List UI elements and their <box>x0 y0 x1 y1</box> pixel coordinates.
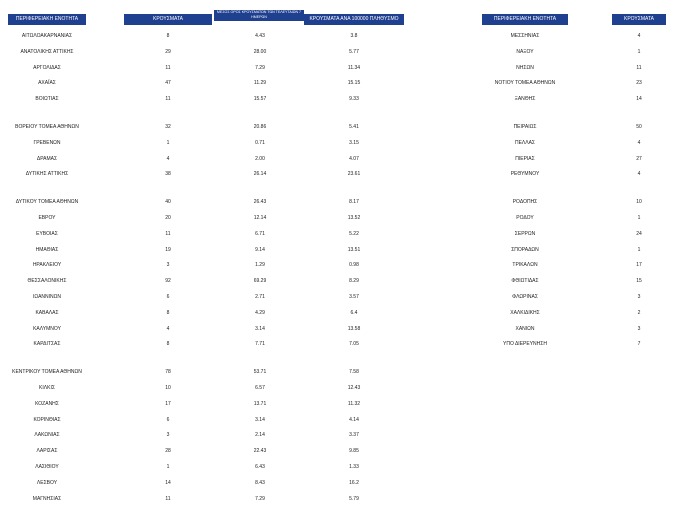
cell-per100k: 4.14 <box>349 416 359 423</box>
cell-avg7: 69.29 <box>253 278 267 285</box>
cell-cases: 1 <box>637 48 641 55</box>
cell-per100k: 5.77 <box>349 48 359 55</box>
table-row <box>0 96 674 103</box>
cell-region: ΞΑΝΘΗΣ <box>514 96 536 103</box>
cell-cases: 4 <box>166 325 170 332</box>
cell-region: ΛΑΣΙΘΙΟΥ <box>35 464 59 470</box>
cell-cases: 11 <box>165 230 171 237</box>
cell-region: ΑΡΓΟΛΙΔΑΣ <box>33 64 61 71</box>
cell-cases: 1 <box>637 215 641 221</box>
cell-region: ΒΟΡΕΙΟΥ ΤΟΜΕΑ ΑΘΗΝΩΝ <box>15 124 79 130</box>
cell-per100k: 11.32 <box>347 400 361 407</box>
cell-avg7: 13.71 <box>253 400 267 407</box>
table-row <box>0 171 674 178</box>
table-row <box>0 262 674 269</box>
left-header-cases: ΚΡΟΥΣΜΑΤΑ <box>124 14 212 25</box>
cell-avg7: 53.71 <box>253 369 267 376</box>
cell-cases: 8 <box>166 341 170 348</box>
cell-per100k: 3.15 <box>349 139 359 146</box>
cell-avg7: 7.29 <box>255 495 265 502</box>
cell-region: ΛΑΡΙΣΑΣ <box>36 448 58 455</box>
cell-avg7: 2.71 <box>255 294 265 300</box>
cell-region: ΡΕΘΥΜΝΟΥ <box>510 171 540 178</box>
cell-cases: 6 <box>166 294 170 300</box>
cell-avg7: 26.43 <box>253 199 267 206</box>
cell-region: ΜΑΓΝΗΣΙΑΣ <box>32 495 62 502</box>
cell-cases: 11 <box>165 495 171 502</box>
cell-region: ΛΕΣΒΟΥ <box>36 479 58 486</box>
cell-cases: 11 <box>636 64 642 71</box>
cell-cases: 27 <box>636 155 642 162</box>
cell-region: ΦΛΩΡΙΝΑΣ <box>512 294 538 300</box>
cell-per100k: 9.33 <box>349 96 359 103</box>
cell-cases: 11 <box>165 64 171 71</box>
cell-per100k: 0.98 <box>349 262 359 269</box>
cell-region: ΣΠΟΡΑΔΩΝ <box>511 246 539 253</box>
table-row <box>0 385 674 392</box>
cell-cases: 4 <box>637 171 641 178</box>
cell-region: ΝΟΤΙΟΥ ΤΟΜΕΑ ΑΘΗΝΩΝ <box>494 80 556 87</box>
cell-cases: 14 <box>636 96 642 103</box>
cell-region: ΡΟΔΟΠΗΣ <box>512 199 538 206</box>
cell-cases: 1 <box>637 246 641 253</box>
cell-per100k: 13.52 <box>347 215 361 221</box>
cell-region: ΚΙΛΚΙΣ <box>39 385 55 391</box>
cell-cases: 4 <box>637 33 641 39</box>
table-row <box>0 401 674 408</box>
table-row <box>0 480 674 487</box>
cell-region: ΧΑΝΙΩΝ <box>515 325 535 332</box>
cell-per100k: 12.43 <box>347 385 361 391</box>
cell-avg7: 7.29 <box>255 64 265 71</box>
cell-cases: 40 <box>165 199 171 206</box>
cell-cases: 1 <box>166 139 170 146</box>
cell-region: ΙΩΑΝΝΙΝΩΝ <box>32 294 62 300</box>
table-row <box>0 496 674 503</box>
cell-per100k: 6.4 <box>350 309 358 316</box>
cell-cases: 2 <box>637 309 641 316</box>
cell-avg7: 3.14 <box>255 325 265 332</box>
cell-region: ΑΝΑΤΟΛΙΚΗΣ ΑΤΤΙΚΗΣ <box>20 48 74 55</box>
cell-cases: 7 <box>637 341 641 348</box>
cell-region: ΠΕΛΛΑΣ <box>514 139 536 146</box>
cell-cases: 4 <box>637 139 641 146</box>
cell-region: ΠΕΙΡΑΙΩΣ <box>513 124 537 130</box>
cell-per100k: 3.37 <box>349 432 359 439</box>
cell-per100k: 7.58 <box>349 369 359 376</box>
table-row <box>0 231 674 238</box>
cell-region: ΜΕΣΣΗΝΙΑΣ <box>510 33 540 39</box>
cell-avg7: 9.14 <box>255 246 265 253</box>
cell-region: ΒΟΙΩΤΙΑΣ <box>35 96 59 103</box>
table-row <box>0 369 674 376</box>
table-row <box>0 326 674 333</box>
cell-avg7: 15.57 <box>253 96 267 103</box>
cell-per100k: 23.61 <box>347 171 361 178</box>
cell-avg7: 11.29 <box>253 80 267 87</box>
table-row <box>0 432 674 439</box>
left-header-per100k: ΚΡΟΥΣΜΑΤΑ ΑΝΑ 100000 ΠΛΗΘΥΣΜΟ <box>304 14 404 25</box>
cell-per100k: 5.79 <box>349 495 359 502</box>
cell-region: ΗΡΑΚΛΕΙΟΥ <box>32 262 62 269</box>
cell-avg7: 12.14 <box>253 215 267 221</box>
cell-avg7: 7.71 <box>255 341 265 348</box>
cell-region: ΚΑΒΑΛΑΣ <box>35 309 59 316</box>
cell-cases: 23 <box>636 80 642 87</box>
cell-cases: 10 <box>165 385 171 391</box>
cell-region: ΚΟΖΑΝΗΣ <box>35 400 59 407</box>
cell-per100k: 13.58 <box>347 325 361 332</box>
right-header-cases: ΚΡΟΥΣΜΑΤΑ <box>612 14 666 25</box>
cell-avg7: 6.43 <box>255 464 265 470</box>
cell-region: ΥΠΟ ΔΙΕΡΕΥΝΗΣΗ <box>503 341 547 348</box>
cell-cases: 32 <box>165 124 171 130</box>
left-header-region: ΠΕΡΙΦΕΡΕΙΑΚΗ ΕΝΟΤΗΤΑ <box>8 14 86 25</box>
cell-avg7: 2.00 <box>255 155 265 162</box>
cell-avg7: 1.29 <box>255 262 265 269</box>
table-row <box>0 199 674 206</box>
cell-per100k: 3.57 <box>349 294 359 300</box>
cell-avg7: 20.86 <box>253 124 267 130</box>
cell-per100k: 15.15 <box>347 80 361 87</box>
table-row <box>0 156 674 163</box>
cell-cases: 3 <box>637 294 641 300</box>
cell-cases: 3 <box>637 325 641 332</box>
cell-avg7: 28.00 <box>253 48 267 55</box>
cell-cases: 1 <box>166 464 170 470</box>
cell-region: ΝΗΣΩΝ <box>516 64 534 71</box>
left-header-avg7: ΜΕΣΟΣ ΟΡΟΣ ΚΡΟΥΣΜΑΤΩΝ ΤΩΝ ΤΕΛΕΥΤΑΙΩΝ 7 ΗΜΕΡΩΝ <box>214 10 304 21</box>
cell-region: ΘΕΣΣΑΛΟΝΙΚΗΣ <box>27 278 67 285</box>
cell-region: ΚΑΛΥΜΝΟΥ <box>33 325 61 332</box>
cell-region: ΡΟΔΟΥ <box>516 215 534 221</box>
cell-region: ΠΙΕΡΙΑΣ <box>515 155 535 162</box>
cell-cases: 11 <box>165 96 171 103</box>
cell-avg7: 2.14 <box>255 432 265 439</box>
cell-per100k: 16.2 <box>349 479 359 486</box>
cell-region: ΕΒΡΟΥ <box>38 215 56 221</box>
cell-cases: 38 <box>165 171 171 178</box>
cell-region: ΗΜΑΘΙΑΣ <box>35 246 59 253</box>
cell-cases: 4 <box>166 155 170 162</box>
cell-cases: 47 <box>165 80 171 87</box>
table-row <box>0 278 674 285</box>
cell-region: ΦΘΙΩΤΙΔΑΣ <box>511 278 539 285</box>
table-row <box>0 294 674 301</box>
cell-region: ΚΟΡΙΝΘΙΑΣ <box>33 416 61 423</box>
table-row <box>0 49 674 56</box>
cell-cases: 20 <box>165 215 171 221</box>
cell-avg7: 6.71 <box>255 230 265 237</box>
cell-per100k: 4.07 <box>349 155 359 162</box>
cell-per100k: 13.51 <box>347 246 361 253</box>
cell-region: ΚΕΝΤΡΙΚΟΥ ΤΟΜΕΑ ΑΘΗΝΩΝ <box>12 369 82 376</box>
cell-region: ΑΙΤΩΛΟΑΚΑΡΝΑΝΙΑΣ <box>21 33 73 39</box>
table-row <box>0 124 674 131</box>
cell-cases: 15 <box>636 278 642 285</box>
cell-cases: 17 <box>165 400 171 407</box>
cell-avg7: 8.43 <box>255 479 265 486</box>
cell-cases: 10 <box>636 199 642 206</box>
cell-per100k: 8.29 <box>349 278 359 285</box>
table-row <box>0 140 674 147</box>
cell-avg7: 0.71 <box>255 139 265 146</box>
table-row <box>0 65 674 72</box>
table-row <box>0 417 674 424</box>
cell-region: ΓΡΕΒΕΝΩΝ <box>33 139 61 146</box>
cell-region: ΝΑΞΟΥ <box>516 48 534 55</box>
cell-per100k: 9.85 <box>349 448 359 455</box>
cell-cases: 24 <box>636 230 642 237</box>
cell-region: ΔΡΑΜΑΣ <box>36 155 58 162</box>
cell-per100k: 11.34 <box>347 64 361 71</box>
table-row <box>0 341 674 348</box>
table-row <box>0 310 674 317</box>
cell-cases: 8 <box>166 309 170 316</box>
cell-region: ΧΑΛΚΙΔΙΚΗΣ <box>510 309 540 316</box>
cell-avg7: 4.43 <box>255 33 265 39</box>
cell-region: ΔΥΤΙΚΗΣ ΑΤΤΙΚΗΣ <box>25 171 69 178</box>
table-row <box>0 80 674 87</box>
cell-per100k: 7.05 <box>349 341 359 348</box>
cell-cases: 3 <box>166 432 170 439</box>
table-row <box>0 33 674 40</box>
cell-cases: 28 <box>165 448 171 455</box>
cell-avg7: 6.57 <box>255 385 265 391</box>
cell-cases: 78 <box>165 369 171 376</box>
table-row <box>0 448 674 455</box>
cell-cases: 14 <box>165 479 171 486</box>
cell-cases: 92 <box>165 278 171 285</box>
cell-cases: 6 <box>166 416 170 423</box>
table-row <box>0 464 674 471</box>
cell-per100k: 8.17 <box>349 199 359 206</box>
cell-cases: 29 <box>165 48 171 55</box>
cell-cases: 17 <box>636 262 642 269</box>
cell-cases: 50 <box>636 124 642 130</box>
cell-per100k: 5.41 <box>349 124 359 130</box>
cell-per100k: 5.22 <box>349 230 359 237</box>
cell-region: ΔΥΤΙΚΟΥ ΤΟΜΕΑ ΑΘΗΝΩΝ <box>15 199 79 206</box>
cell-region: ΤΡΙΚΑΛΩΝ <box>512 262 538 269</box>
cell-region: ΛΑΚΩΝΙΑΣ <box>34 432 60 439</box>
cell-avg7: 26.14 <box>253 171 267 178</box>
cell-region: ΕΥΒΟΙΑΣ <box>36 230 58 237</box>
cell-region: ΣΕΡΡΩΝ <box>514 230 536 237</box>
cell-cases: 19 <box>165 246 171 253</box>
table-row <box>0 215 674 222</box>
cell-avg7: 4.29 <box>255 309 265 316</box>
cell-avg7: 3.14 <box>255 416 265 423</box>
cell-cases: 3 <box>166 262 170 269</box>
cell-avg7: 22.43 <box>253 448 267 455</box>
cell-per100k: 1.33 <box>349 464 359 470</box>
cell-per100k: 3.8 <box>350 33 358 39</box>
cell-region: ΚΑΡΔΙΤΣΑΣ <box>33 341 61 348</box>
cell-cases: 8 <box>166 33 170 39</box>
table-row <box>0 247 674 254</box>
cell-region: ΑΧΑΪΑΣ <box>38 80 56 87</box>
right-header-region: ΠΕΡΙΦΕΡΕΙΑΚΗ ΕΝΟΤΗΤΑ <box>482 14 568 25</box>
